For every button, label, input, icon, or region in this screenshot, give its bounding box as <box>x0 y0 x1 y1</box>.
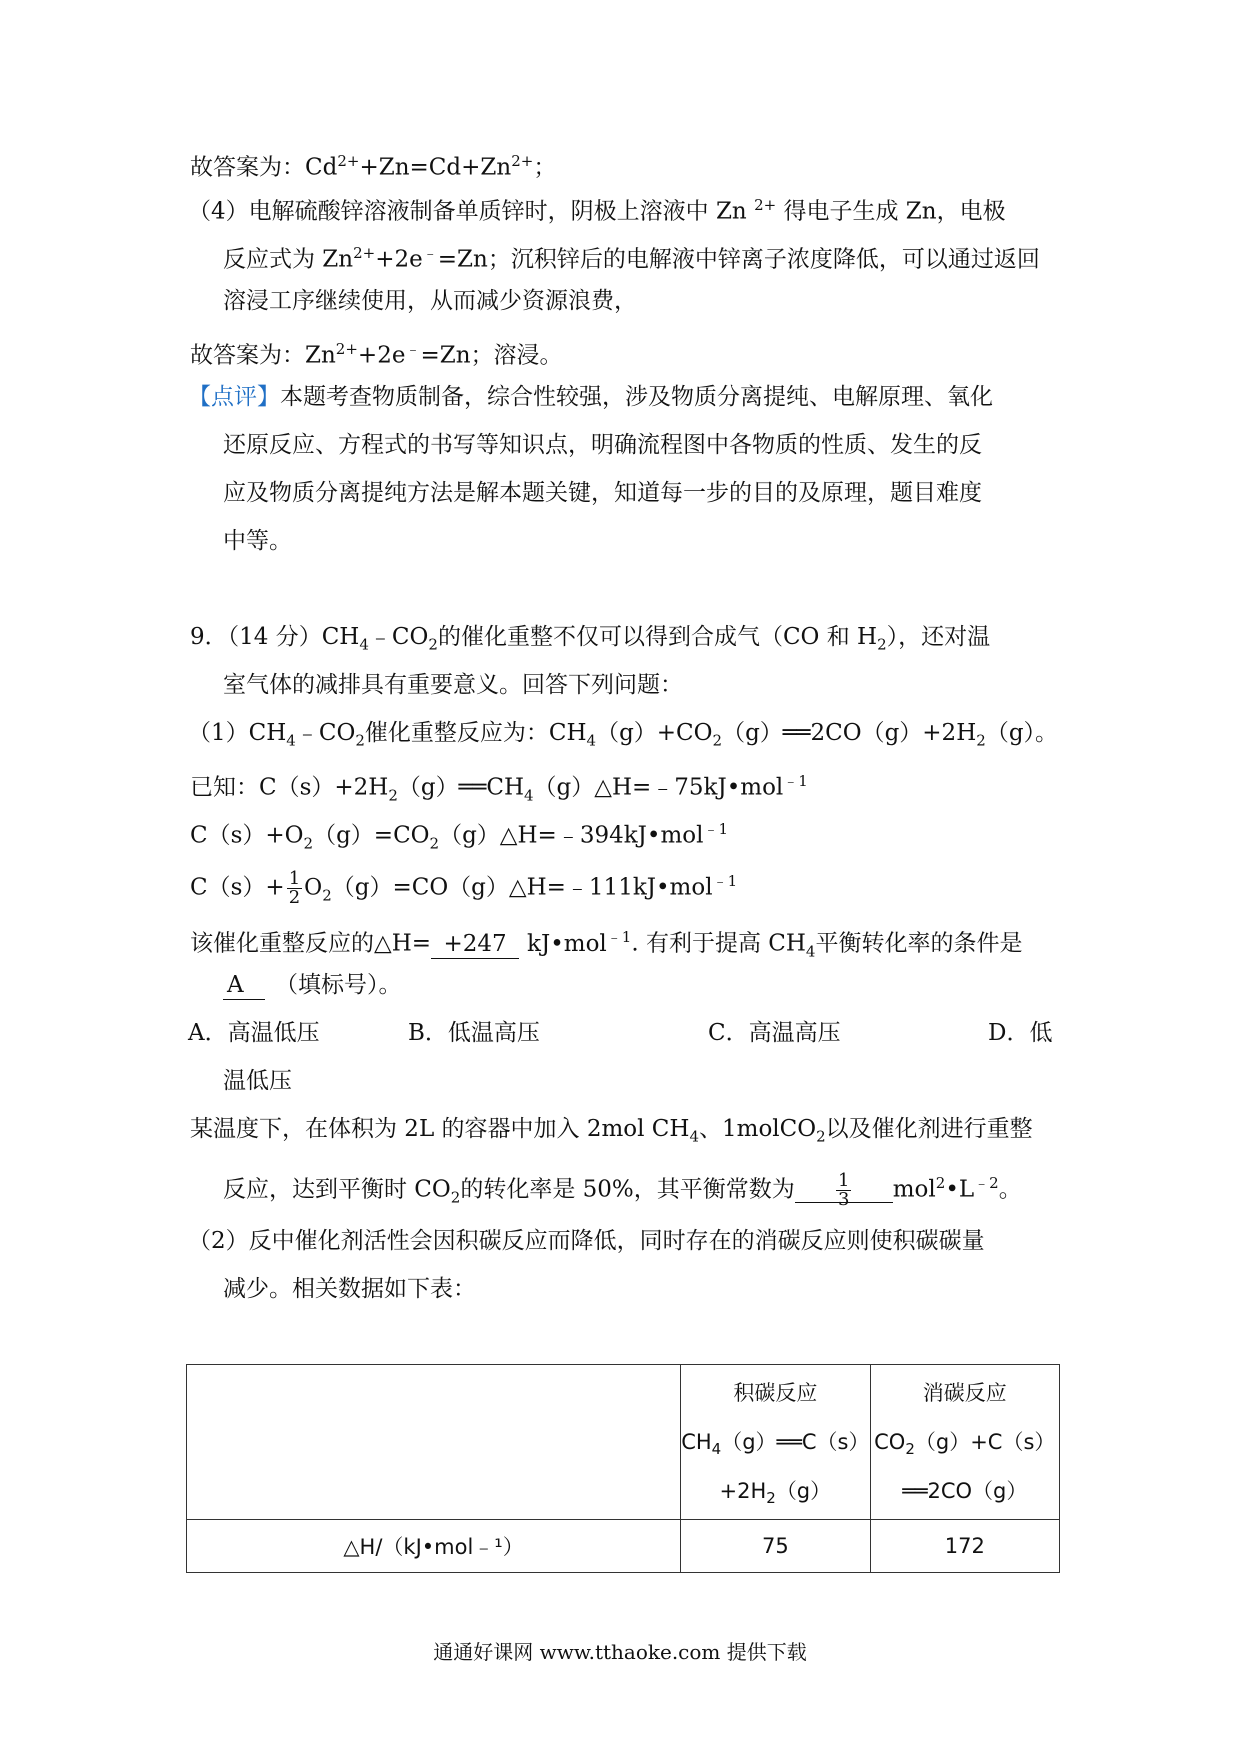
table-header-carbon-deposition: 积碳反应 $CH_4(g)══C(s)$ $+2H_2(g)$ <box>681 1365 870 1520</box>
delta-h-question: 该催化重整反应的△H= +247 kJ•mol$^{﹣1}$. 有利于提高 $CH_4$平衡转化率的条件是 <box>190 928 1023 961</box>
known-eq-3: C（s）+ $\frac{1}{2}$ $O_2(g)=CO(g)\triangle H=﹣111kJ•mol^{﹣1}$ <box>190 868 738 909</box>
table-row-label: △H/（kJ•mol﹣¹） <box>187 1520 681 1573</box>
table-header-carbon-elimination: 消碳反应 $CO_2(g)+C(s)$ ══2CO（g） <box>870 1365 1059 1520</box>
part-2-line-2: 减少。相关数据如下表： <box>223 1276 476 1302</box>
equilibrium-line-1: 某温度下，在体积为 2L 的容器中加入 2mol $CH_4$、1molCO$_2$以及催化剂进行重整 <box>190 1116 1033 1146</box>
answer-blank-k: $\frac{1}{3}$ <box>795 1172 893 1209</box>
part-1-reaction: $(1)CH_4﹣CO_2$催化重整反应为：$CH_4(g)+CO_2(g)══2CO(g)+2H_2(g)$。 <box>188 720 1059 750</box>
fraction-half: $\frac{1}{2}$ <box>288 868 301 909</box>
reaction-data-table <box>186 1364 1060 1573</box>
table-empty-header <box>187 1365 681 1520</box>
option-c: C．高温高压 <box>708 1020 841 1046</box>
condition-answer-line: A （填标号）。 <box>223 970 402 1000</box>
comment-line-3: 应及物质分离提纯方法是解本题关键，知道每一步的目的及原理，题目难度 <box>223 480 982 506</box>
answer-blank-condition: A <box>223 971 265 1000</box>
question-9-line-1: 9．（14 分）$CH_4﹣CO_2$的催化重整不仅可以得到合成气（CO 和 $H_2$），还对温 <box>190 624 991 654</box>
comment-line-4: 中等。 <box>223 528 292 554</box>
table-cell-value: 75 <box>681 1520 870 1573</box>
step-4-line-2: 反应式为 $Zn^{2+}+2e^﹣=Zn$；沉积锌后的电解液中锌离子浓度降低，可以通过返回 <box>223 244 1040 273</box>
option-d: D．低 <box>988 1020 1053 1046</box>
page-footer: 通通好课网 www.tthaoke.com 提供下载 <box>433 1640 807 1664</box>
known-eq-2: $C(s)+O_2(g)=CO_2(g)\triangle H=﹣394kJ•mol^{﹣1}$ <box>190 820 729 853</box>
answer-line-3: 故答案为：$Cd^{2+}+Zn=Cd+Zn^{2+}$； <box>190 152 557 181</box>
step-4-line: （4）电解硫酸锌溶液制备单质锌时，阴极上溶液中 Zn $^{2+}$ 得电子生成 Zn，电极 <box>188 196 1006 225</box>
answer-blank-delta-h: +247 <box>431 930 519 959</box>
part-2-line-1: （2）反中催化剂活性会因积碳反应而降低，同时存在的消碳反应则使积碳碳量 <box>188 1228 985 1254</box>
step-4-line-3: 溶浸工序继续使用，从而减少资源浪费， <box>223 288 637 314</box>
table-cell-value: 172 <box>870 1520 1059 1573</box>
option-d-continued: 温低压 <box>223 1068 292 1094</box>
option-b: B．低温高压 <box>408 1020 540 1046</box>
equilibrium-line-2: 反应，达到平衡时 $CO_2$的转化率是 50%，其平衡常数为 $\frac{1}{3}$ $mol^2•L^{﹣2}$。 <box>223 1170 1022 1211</box>
comment-tag: 【点评】 <box>188 384 280 410</box>
known-eq-1: 已知：$C(s)+2H_2(g)══CH_4(g)\triangle H=﹣75kJ•mol^{﹣1}$ <box>190 772 808 805</box>
comment-line-2: 还原反应、方程式的书写等知识点，明确流程图中各物质的性质、发生的反 <box>223 432 982 458</box>
question-9-line-2: 室气体的减排具有重要意义。回答下列问题： <box>223 672 683 698</box>
option-a: A．高温低压 <box>188 1020 320 1046</box>
comment-line-1: 【点评】本题考查物质制备，综合性较强，涉及物质分离提纯、电解原理、氧化 <box>188 384 993 410</box>
answer-line-4: 故答案为：$Zn^{2+}+2e^﹣=Zn$；溶浸。 <box>190 340 563 369</box>
